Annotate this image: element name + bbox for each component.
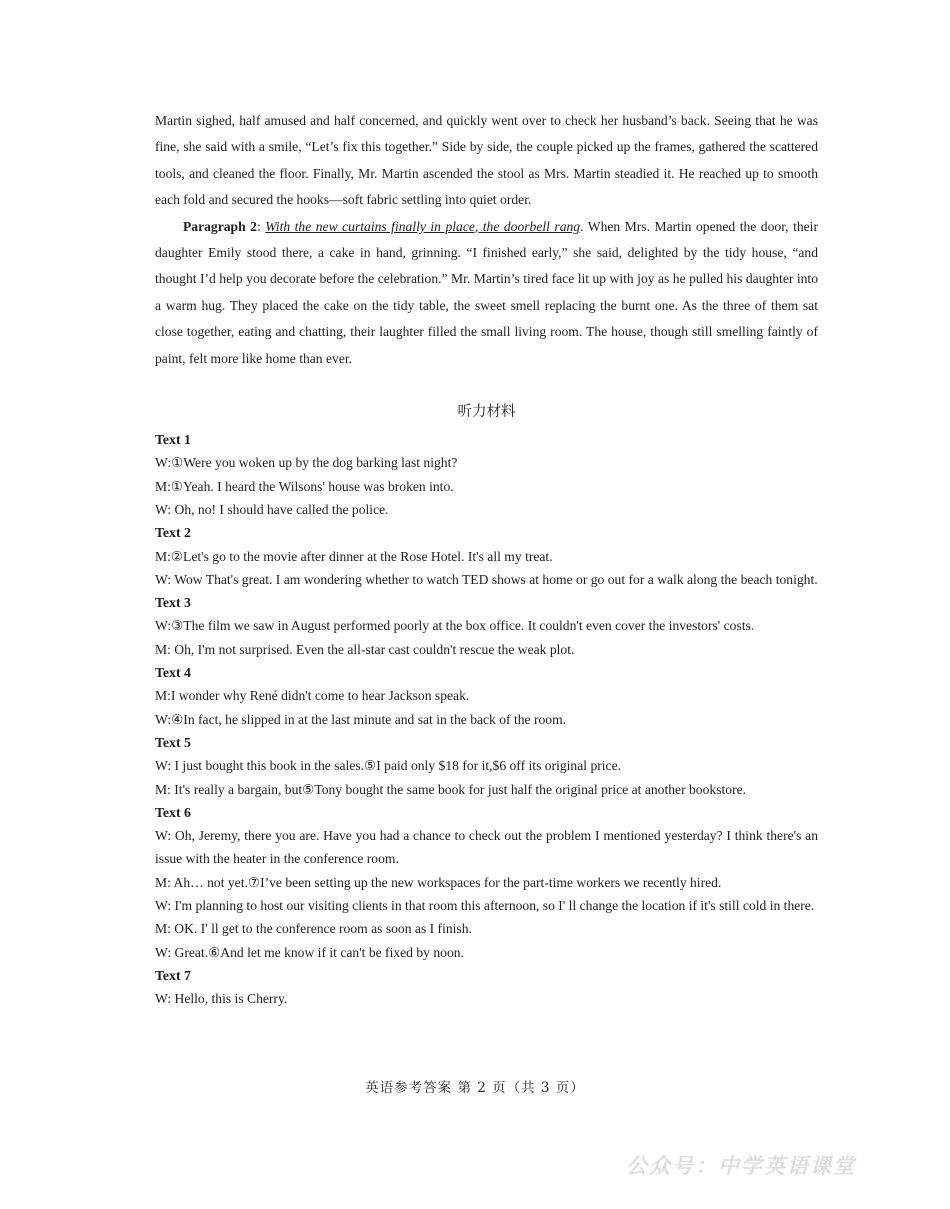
document-page — [155, 108, 818, 1010]
paragraph-2-body: . When Mrs. Martin opened the door, their daughter Emily stood there, a cake in hand, grinning. “I finished early,” she said, delighted by the tidy house, “and thought I’d help you decorate before the celebration.” Mr. Martin’s tired face lit up with joy as he pulled his daughter into a warm hug. They placed the cake on the tidy table, the sweet smell replacing the burnt one. As the three of them sat close together, eating and chatting, their laughter filled the small living room. The house, though still smelling faintly of paint, felt more like home than ever. — [155, 218, 818, 366]
text-label: Text 7 — [155, 967, 191, 983]
dialogue-line: M: Oh, I'm not surprised. Even the all-star cast couldn't rescue the weak plot. — [155, 641, 575, 657]
essay-paragraph-2 — [155, 214, 818, 372]
paragraph-2-opening-sentence: With the new curtains finally in place, the doorbell rang — [265, 218, 581, 234]
dialogue-line: M: Ah… not yet.⑦I’ve been setting up the new workspaces for the part-time workers we recently hired. — [155, 874, 722, 890]
dialogue-line: W: Hello, this is Cherry. — [155, 991, 288, 1007]
text-label: Text 1 — [155, 432, 191, 448]
dialogue-line: M:①Yeah. I heard the Wilsons' house was broken into. — [155, 478, 454, 494]
text-label: Text 3 — [155, 595, 191, 611]
dialogue-line: W:④In fact, he slipped in at the last minute and sat in the back of the room. — [155, 711, 567, 727]
dialogue-line: M: It's really a bargain, but⑤Tony bought the same book for just half the original price at another bookstore. — [155, 781, 747, 797]
dialogue-line: W: Wow That's great. I am wondering whether to watch TED shows at home or go out for a walk along the beach tonight. — [155, 571, 818, 587]
paragraph-2-label: Paragraph 2 — [183, 218, 257, 234]
dialogue-line: M:②Let's go to the movie after dinner at the Rose Hotel. It's all my treat. — [155, 548, 553, 564]
text-label: Text 2 — [155, 525, 191, 541]
watermark: 公众号：中学英语课堂 — [626, 1154, 856, 1178]
dialogue-line: W:①Were you woken up by the dog barking last night? — [155, 455, 458, 471]
dialogue-line: W: I just bought this book in the sales.⑤I paid only $18 for it,$6 off its original price. — [155, 758, 622, 774]
dialogue-line: W: Oh, no! I should have called the police. — [155, 501, 389, 517]
dialogue-line: M: OK. I' ll get to the conference room as soon as I finish. — [155, 921, 472, 937]
text-label: Text 6 — [155, 804, 191, 820]
text-label: Text 4 — [155, 665, 191, 681]
listening-transcript — [155, 428, 818, 1010]
dialogue-line: M:I wonder why René didn't come to hear Jackson speak. — [155, 688, 470, 704]
dialogue-line: W:③The film we saw in August performed poorly at the box office. It couldn't even cover the investors' costs. — [155, 618, 755, 634]
essay-paragraph-1: Martin sighed, half amused and half concerned, and quickly went over to check her husband’s back. Seeing that he was fine, she said with a smile, “Let’s fix this together.” Side by side, the couple picked up the frames, gathered the scattered tools, and cleaned the floor. Finally, Mr. Martin ascended the stool as Mrs. Martin steadied it. He reached up to smooth each fold and secured the hooks—soft fabric settling into quiet order. — [155, 113, 818, 208]
text-label: Text 5 — [155, 734, 191, 750]
listening-section-title: 听力材料 — [457, 404, 516, 421]
paragraph-2-colon: : — [256, 218, 266, 234]
dialogue-line: W: I'm planning to host our visiting clients in that room this afternoon, so I' ll change the location if it's still cold in there. — [155, 898, 815, 913]
page-footer: 英语参考答案 第 2 页（共 3 页） — [365, 1080, 585, 1096]
dialogue-line: W: Oh, Jeremy, there you are. Have you had a chance to check out the problem I mentioned yesterday? I think there's an issue with the heater in the conference room. — [155, 828, 818, 867]
dialogue-line: W: Great.⑥And let me know if it can't be fixed by noon. — [155, 944, 464, 960]
